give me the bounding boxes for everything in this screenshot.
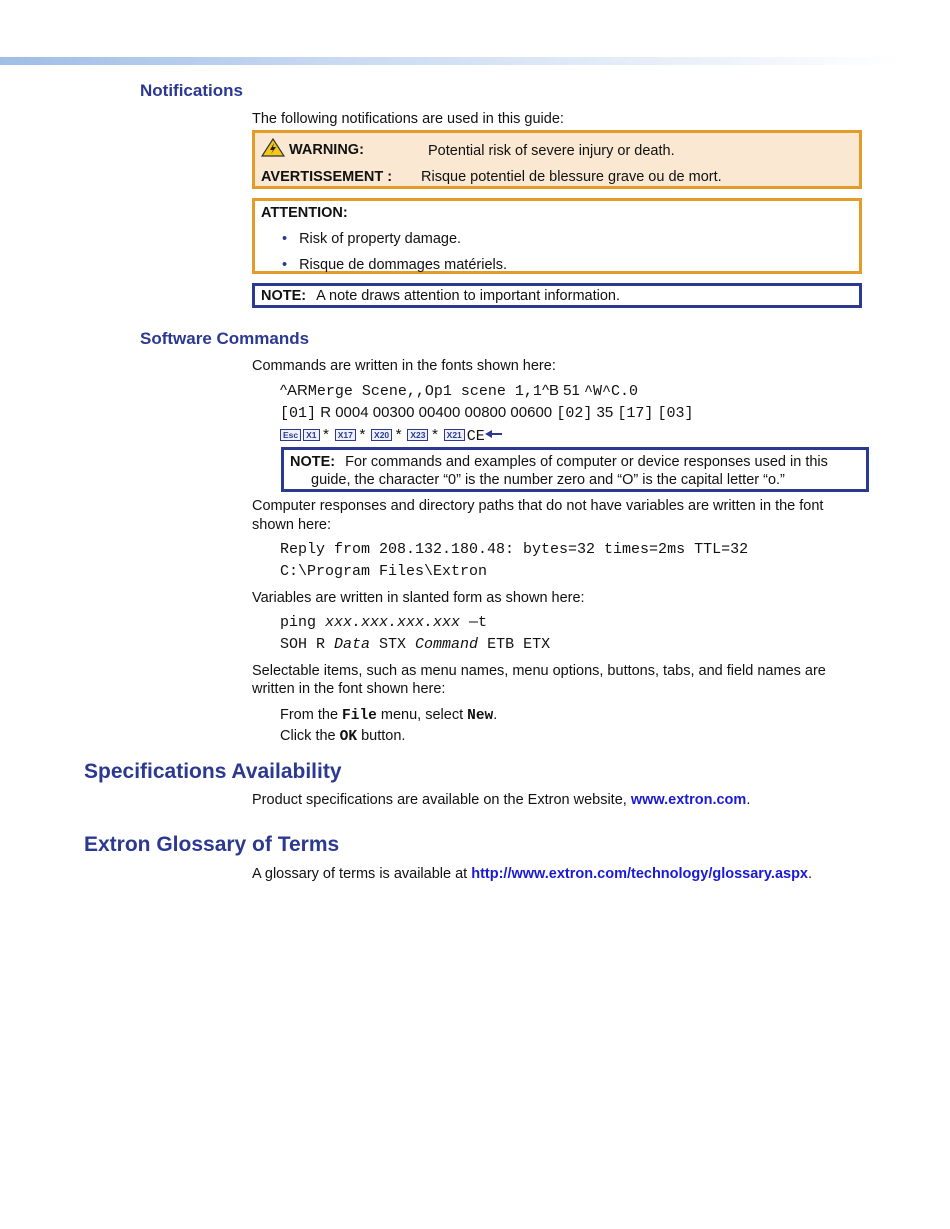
x20-key-icon: X20	[371, 429, 392, 441]
glossary-heading: Extron Glossary of Terms	[84, 833, 340, 856]
warning-box	[252, 130, 862, 189]
enter-arrow-icon	[485, 425, 503, 445]
note-label: NOTE:	[261, 288, 307, 304]
note-box	[252, 283, 862, 308]
x23-key-icon: X23	[407, 429, 428, 441]
specifications-heading: Specifications Availability	[84, 760, 342, 783]
note-box-characters	[281, 447, 869, 492]
commands-intro: Commands are written in the fonts shown here:	[252, 358, 556, 374]
list-item: • Risk of property damage.	[282, 231, 462, 247]
selectable-intro-line1: Selectable items, such as menu names, menu options, buttons, tabs, and field names are	[252, 663, 826, 679]
attention-box	[252, 198, 862, 274]
x21-key-icon: X21	[444, 429, 465, 441]
reply-example: Reply from 208.132.180.48: bytes=32 times=2ms TTL=32	[280, 541, 749, 558]
avertissement-text: Risque potentiel de blessure grave ou de mort.	[421, 169, 722, 185]
bullet-icon: •	[282, 257, 288, 273]
glossary-link[interactable]: http://www.extron.com/technology/glossary.aspx	[471, 866, 808, 882]
selectable-example-1: From the File menu, select New.	[280, 707, 498, 724]
selectable-example-2: Click the OK button.	[280, 728, 406, 745]
note-label: NOTE:	[290, 454, 336, 470]
list-item: • Risque de dommages matériels.	[282, 257, 508, 273]
notifications-heading: Notifications	[140, 81, 243, 100]
responses-intro-line1: Computer responses and directory paths that do not have variables are written in the font	[252, 498, 824, 514]
variables-intro: Variables are written in slanted form as shown here:	[252, 590, 585, 606]
warning-label: WARNING:	[289, 142, 364, 158]
attention-label: ATTENTION:	[261, 205, 348, 221]
responses-intro-line2: shown here:	[252, 517, 331, 533]
note-text: A note draws attention to important information.	[316, 288, 621, 304]
x17-key-icon: X17	[335, 429, 356, 441]
specifications-text: Product specifications are available on the Extron website, www.extron.com.	[252, 792, 751, 808]
warning-icon	[261, 138, 285, 162]
selectable-intro-line2: written in the font shown here:	[252, 681, 446, 697]
glossary-text: A glossary of terms is available at http://www.extron.com/technology/glossary.aspx.	[252, 866, 813, 882]
command-example-1: ^ARMerge Scene,,Op1 scene 1,1^B 51 ^W^C.0	[280, 382, 639, 400]
path-example: C:\Program Files\Extron	[280, 563, 488, 580]
command-example-2: [01] R 0004 00300 00400 00800 00600 [02] 35 [17] [03]	[280, 404, 694, 422]
x1-key-icon: X1	[303, 429, 319, 441]
extron-website-link[interactable]: www.extron.com	[630, 792, 747, 808]
ping-example: ping xxx.xxx.xxx.xxx —t	[280, 614, 488, 631]
avertissement-label: AVERTISSEMENT :	[261, 169, 393, 185]
notifications-intro: The following notifications are used in this guide:	[252, 111, 564, 127]
warning-text: Potential risk of severe injury or death.	[428, 143, 675, 159]
software-commands-heading: Software Commands	[140, 329, 310, 348]
esc-key-icon: Esc	[280, 429, 301, 441]
note-text-line1: For commands and examples of computer or device responses used in this	[345, 454, 828, 470]
command-example-3: Esc X1 * X17 * X20 * X23 * X21 CE	[280, 425, 503, 447]
soh-example: SOH R Data STX Command ETB ETX	[280, 636, 551, 653]
bullet-icon: •	[282, 231, 288, 247]
note-text-line2: guide, the character “0” is the number zero and “O” is the capital letter “o.”	[311, 472, 785, 488]
header-gradient-bar	[0, 57, 950, 65]
